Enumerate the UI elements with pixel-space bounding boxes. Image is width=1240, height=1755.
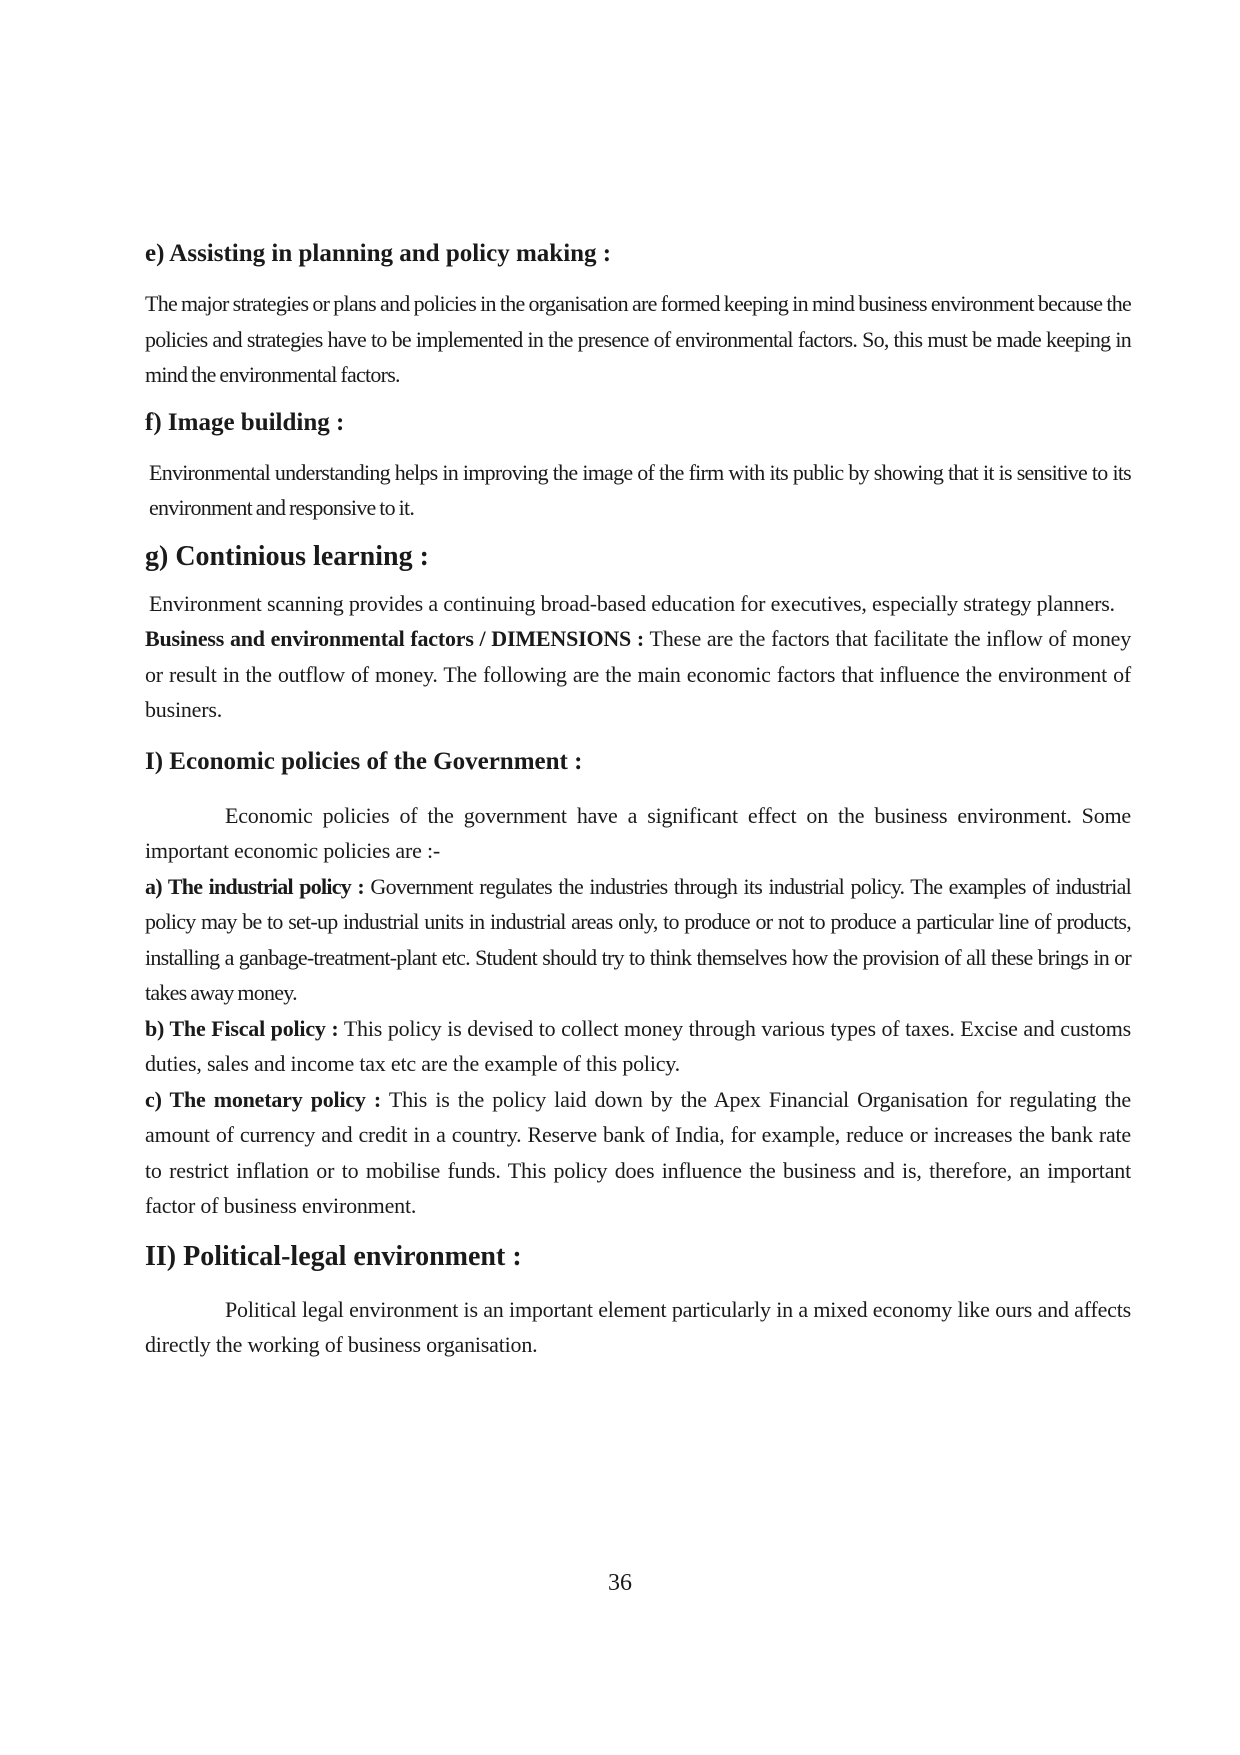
heading-planning-policy: e) Assisting in planning and policy making : xyxy=(145,240,612,267)
industrial-policy-label: a) The industrial policy : xyxy=(145,873,365,899)
paragraph-continuous-learning: Environment scanning provides a continuing broad-based education for executives, especially strategy planners. xyxy=(149,590,1115,616)
dimensions-text: These are the factors that facilitate the inflow of money or result in the outflow of money. The following are the main economic factors that influence the environment of businers. xyxy=(145,626,1131,722)
paragraph-dimensions xyxy=(145,621,1131,728)
fiscal-policy-label: b) The Fiscal policy : xyxy=(145,1015,339,1041)
heading-image-building: f) Image building : xyxy=(145,408,345,436)
heading-economic-policies: I) Economic policies of the Government : xyxy=(145,747,583,775)
paragraph-political-legal: Political legal environment is an important element particularly in a mixed economy like ours and affects directly the working of business organisation. xyxy=(145,1296,1131,1357)
monetary-policy-text: This is the policy laid down by the Apex Financial Organisation for regulating the amount of currency and credit in a country. Reserve bank of India, for example, reduce or increases the bank rate to restrict inflation or to mobilise funds. This policy does influence the business and is, therefore, an important factor of business environment. xyxy=(145,1086,1131,1218)
paragraph-economic-intro: Economic policies of the government have a significant effect on the business environment. Some important economic policies are :- xyxy=(145,802,1131,863)
page-number: 36 xyxy=(608,1570,632,1596)
paragraph-industrial-policy xyxy=(145,869,1131,1011)
monetary-policy-label: c) The monetary policy : xyxy=(145,1086,382,1112)
paragraph-image-building: Environmental understanding helps in improving the image of the firm with its public by showing that it is sensitive to its environment and responsive to it. xyxy=(149,459,1131,520)
paragraph-monetary-policy xyxy=(145,1082,1131,1224)
paragraph-fiscal-policy xyxy=(145,1011,1131,1082)
heading-political-legal: II) Political-legal environment : xyxy=(145,1240,522,1272)
page-content xyxy=(145,236,1131,1363)
industrial-policy-text: Government regulates the industries through its industrial policy. The examples of industrial policy may be to set-up industrial units in industrial areas only, to produce or not to produce a particular line of products, installing a ganbage-treatment-plant etc. Student should try to think themselves how the provision of all these brings in or takes away money. xyxy=(145,873,1131,1005)
heading-continuous-learning: g) Continious learning : xyxy=(145,540,429,572)
paragraph-planning-policy: The major strategies or plans and policies in the organisation are formed keeping in mind business environment because the policies and strategies have to be implemented in the presence of environmental factors. So, this must be made keeping in mind the environmental factors. xyxy=(145,291,1131,387)
dimensions-label: Business and environmental factors / DIMENSIONS : xyxy=(145,626,645,651)
fiscal-policy-text: This policy is devised to collect money through various types of taxes. Excise and customs duties, sales and income tax etc are the example of this policy. xyxy=(145,1015,1131,1076)
